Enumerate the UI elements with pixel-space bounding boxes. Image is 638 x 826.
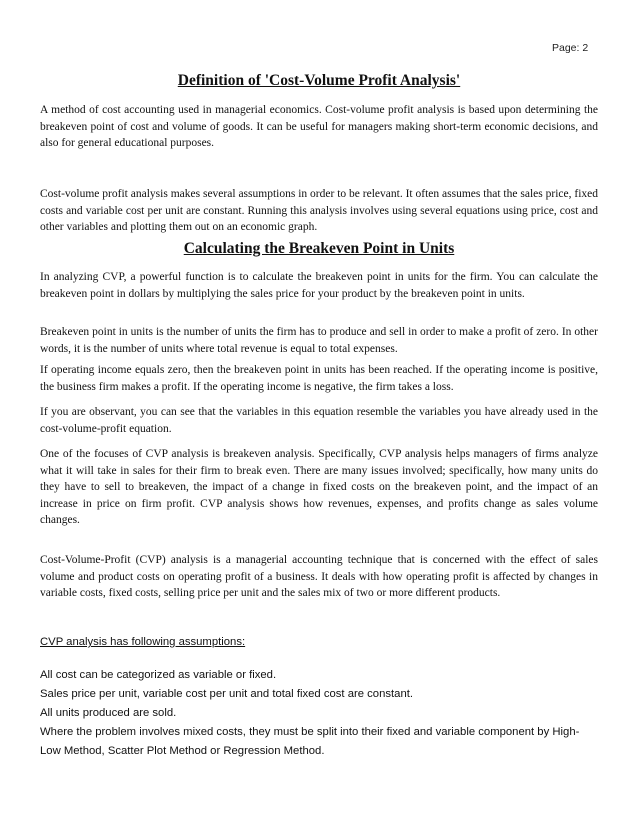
paragraph: Breakeven point in units is the number of units the firm has to produce and sell in order to make a profit of zero. In other words, it is the number of units where total revenue is equal to total expenses. — [40, 326, 598, 355]
assumptions-heading: CVP analysis has following assumptions: — [40, 636, 246, 648]
list-item: All cost can be categorized as variable or fixed. — [40, 669, 277, 681]
paragraph: If operating income equals zero, then the breakeven point in units has been reached. If the operating income is positive, the business firm makes a profit. If the operating income is negative, the firm takes a loss. — [40, 364, 598, 393]
paragraph: One of the focuses of CVP analysis is breakeven analysis. Specifically, CVP analysis helps managers of firms analyze what it will take in sales for their firm to break even. There are many issues involved; specifically, how many units do they have to sell to breakeven, the impact of a change in fixed costs on the breakeven point, and the impact of an increase in price on firm profit. CVP analysis shows how revenues, expenses, and profits change as sales volume changes. — [40, 448, 598, 526]
page-number: Page: 2 — [552, 42, 589, 54]
list-item: Where the problem involves mixed costs, they must be split into their fixed and variable component by High-Low Method, Scatter Plot Method or Regression Method. — [40, 726, 580, 757]
section-heading-definition: Definition of 'Cost-Volume Profit Analysis' — [177, 72, 461, 89]
paragraph: Cost-Volume-Profit (CVP) analysis is a managerial accounting technique that is concerned with the effect of sales volume and product costs on operating profit of a business. It deals with how operating profit is affected by changes in variable costs, fixed costs, selling price per unit and the sales mix of two or more different products. — [40, 554, 598, 599]
section-heading-breakeven: Calculating the Breakeven Point in Units — [183, 240, 455, 257]
paragraph: If you are observant, you can see that the variables in this equation resemble the variables you have already used in the cost-volume-profit equation. — [40, 406, 598, 435]
assumptions-section — [40, 633, 600, 761]
paragraph: Cost-volume profit analysis makes several assumptions in order to be relevant. It often assumes that the sales price, fixed costs and variable cost per unit are constant. Running this analysis involves using several equations using price, cost and other variables and plotting them out on an economic graph. — [40, 188, 598, 233]
paragraph: In analyzing CVP, a powerful function is to calculate the breakeven point in units for the firm. You can calculate the breakeven point in dollars by multiplying the sales price for your product by the breakeven point in units. — [40, 271, 598, 300]
list-item: Sales price per unit, variable cost per unit and total fixed cost are constant. — [40, 688, 414, 700]
assumptions-list — [40, 666, 600, 761]
paragraph: A method of cost accounting used in managerial economics. Cost-volume profit analysis is based upon determining the breakeven point of cost and volume of goods. It can be useful for managers making short-term economic decisions, and also for general educational purposes. — [40, 104, 598, 149]
list-item: All units produced are sold. — [40, 707, 177, 719]
